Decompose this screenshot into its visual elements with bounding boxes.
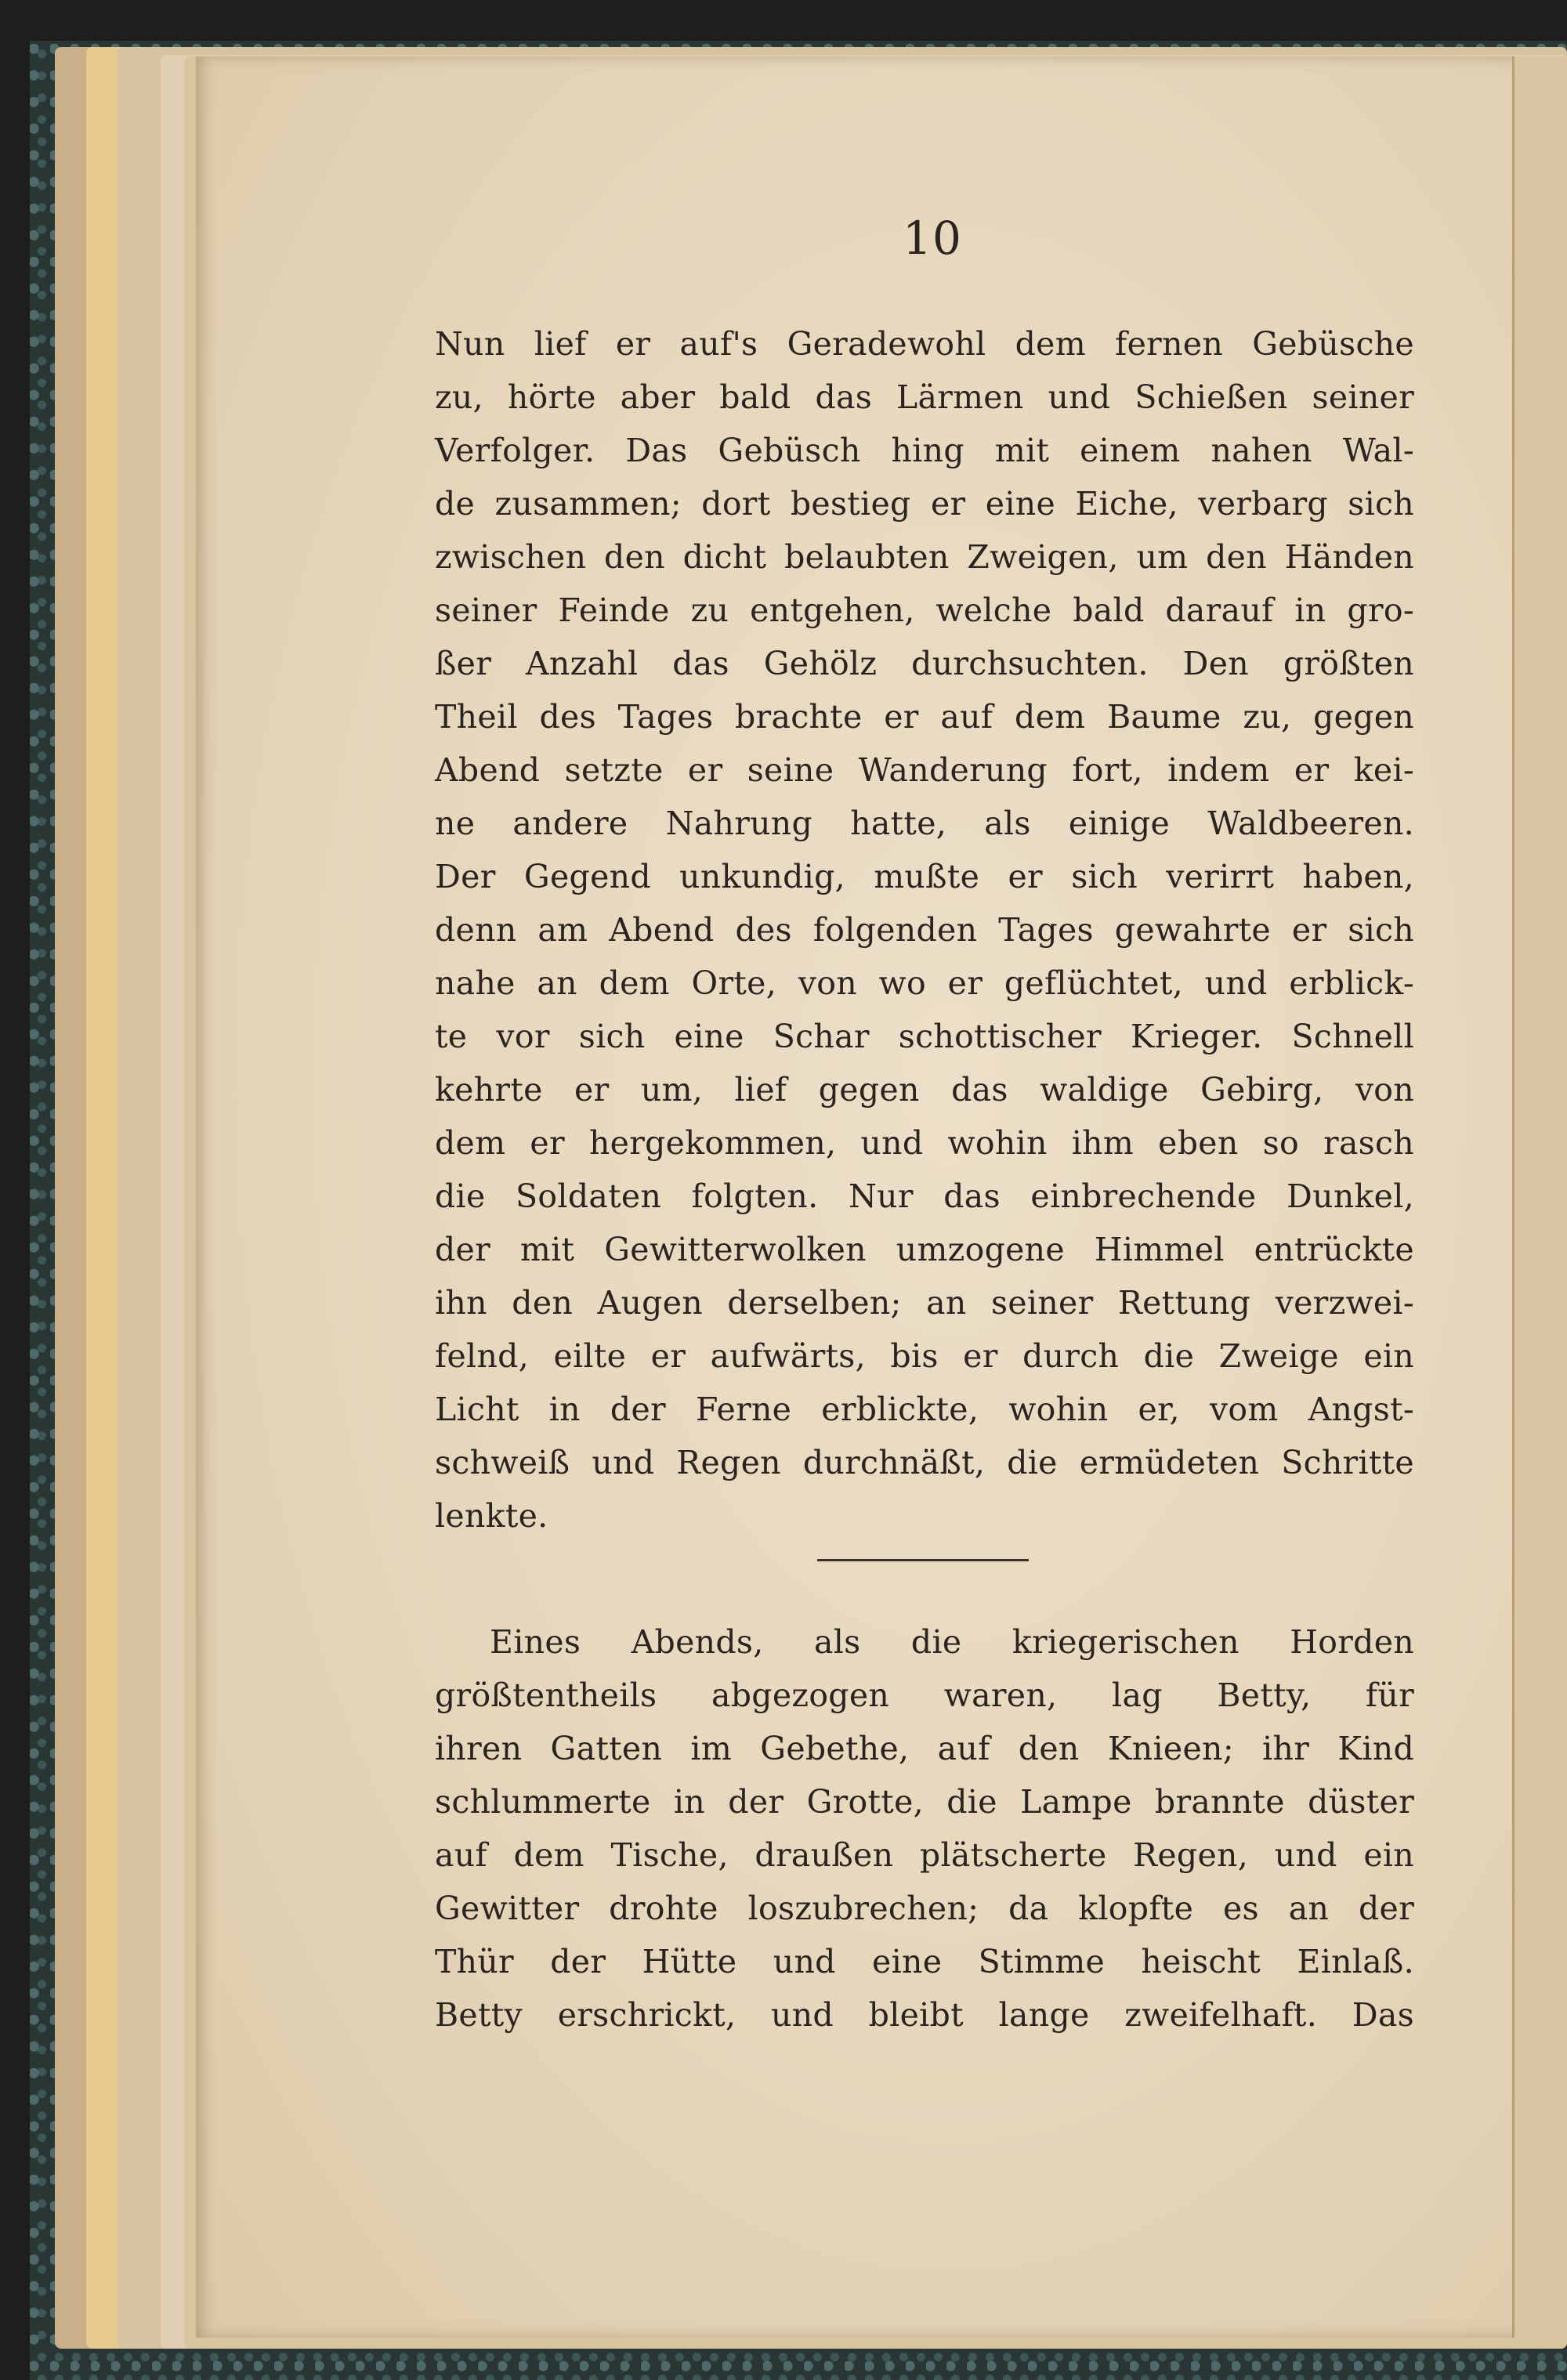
text-line: denn am Abend des folgenden Tages gewahrte er sich (435, 911, 1414, 949)
text-line: ßer Anzahl das Gehölz durchsuchten. Den größten (435, 645, 1414, 682)
text-line: die Soldaten folgten. Nur das einbrechende Dunkel, (435, 1177, 1414, 1215)
text-line: größtentheils abgezogen waren, lag Betty, für (435, 1676, 1414, 1714)
text-line: nahe an dem Orte, von wo er geflüchtet, und erblick- (435, 964, 1414, 1002)
text-line: Abend setzte er seine Wanderung fort, indem er kei- (435, 751, 1414, 789)
facing-page-edge (1512, 56, 1567, 2338)
text-line: Betty erschrickt, und bleibt lange zweifelhaft. Das (435, 1996, 1414, 2034)
text-line: Theil des Tages brachte er auf dem Baume zu, gegen (435, 698, 1414, 736)
text-line: auf dem Tische, draußen plätscherte Regen, und ein (435, 1836, 1414, 1874)
text-line: dem er hergekommen, und wohin ihm eben so rasch (435, 1124, 1414, 1162)
text-line: felnd, eilte er aufwärts, bis er durch die Zweige ein (435, 1337, 1414, 1375)
text-line: der mit Gewitterwolken umzogene Himmel entrückte (435, 1231, 1414, 1268)
text-line: seiner Feinde zu entgehen, welche bald darauf in gro- (435, 591, 1414, 629)
text-line: zu, hörte aber bald das Lärmen und Schießen seiner (435, 378, 1414, 416)
text-line: schweiß und Regen durchnäßt, die ermüdeten Schritte (435, 1444, 1414, 1481)
text-line: Licht in der Ferne erblickte, wohin er, vom Angst- (435, 1391, 1414, 1428)
text-line: kehrte er um, lief gegen das waldige Gebirg, von (435, 1071, 1414, 1109)
section-separator (817, 1559, 1029, 1561)
text-line: de zusammen; dort bestieg er eine Eiche, verbarg sich (435, 485, 1414, 523)
text-line: Der Gegend unkundig, mußte er sich verirrt haben, (435, 858, 1414, 895)
paragraph-2 (435, 1615, 1414, 2042)
text-line: Nun lief er auf's Geradewohl dem fernen Gebüsche (435, 325, 1414, 363)
page-number: 10 (903, 212, 962, 265)
text-line: ihn den Augen derselben; an seiner Rettung verzwei- (435, 1284, 1414, 1322)
paragraph-1 (435, 317, 1414, 1543)
text-line: Eines Abends, als die kriegerischen Horden (490, 1623, 1414, 1661)
text-line: Verfolger. Das Gebüsch hing mit einem nahen Wal- (435, 432, 1414, 469)
text-line: te vor sich eine Schar schottischer Krieger. Schnell (435, 1018, 1414, 1055)
text-line: schlummerte in der Grotte, die Lampe brannte düster (435, 1783, 1414, 1821)
text-line: Thür der Hütte und eine Stimme heischt Einlaß. (435, 1943, 1414, 1980)
text-line: Gewitter drohte loszubrechen; da klopfte es an der (435, 1890, 1414, 1927)
text-line: ihren Gatten im Gebethe, auf den Knieen; ihr Kind (435, 1730, 1414, 1767)
text-line: ne andere Nahrung hatte, als einige Waldbeeren. (435, 805, 1414, 842)
text-line: lenkte. (435, 1497, 548, 1535)
text-line: zwischen den dicht belaubten Zweigen, um den Händen (435, 538, 1414, 576)
